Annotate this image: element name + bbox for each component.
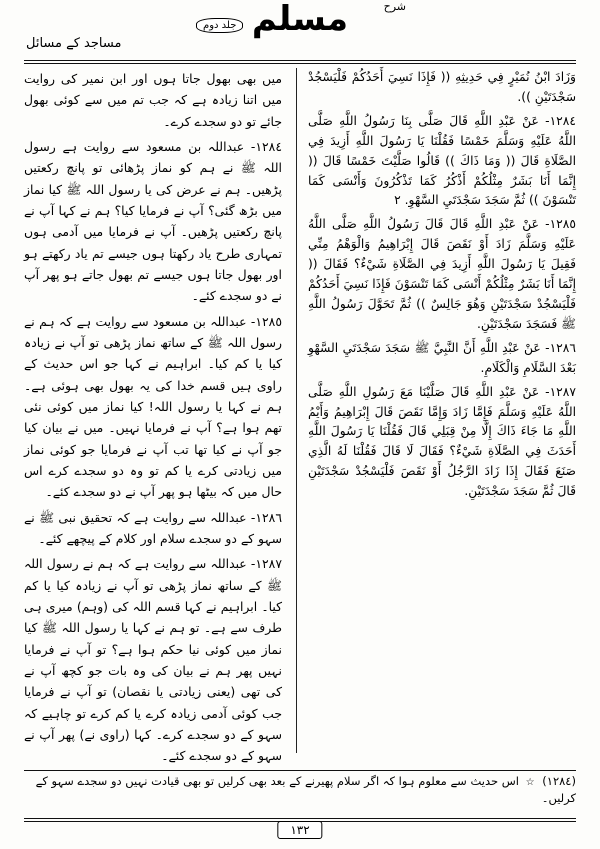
footnote-text: اس حدیث سے معلوم ہوا کہ اگر سلام پھیرنے کے بعد بھی کرلیں تو بھی قیادت نہیں دو سجدے سہو کے کرلیں۔: [35, 774, 576, 806]
arabic-paragraph: وَزَادَ ابْنُ نُمَيْرٍ فِي حَدِيثِهِ (( فَإِذَا نَسِيَ أَحَدُكُمْ فَلْيَسْجُدْ سَجْدَتَيْنِ )).: [308, 70, 576, 104]
arabic-column: [308, 68, 576, 753]
footnote-divider: [24, 770, 576, 771]
urdu-paragraph: ١٢٨٤- عبداللہ بن مسعود سے روایت ہے رسول اللہ ﷺ نے ہم کو نماز پڑھائی تو پانچ رکعتیں پڑھیں۔ ہم نے عرض کی یا رسول اللہ ﷺ کیا نماز میں بڑھ گئی؟ آپ نے فرمایا کیا؟ ہم نے کہا آپ نے پانچ رکعتیں پڑھیں۔ آپ نے فرمایا میں آدمی ہوں تمہاری طرح یاد رکھتا ہوں جیسے تم یاد رکھتے ہو اور بھول جاتا ہوں جیسے تم بھول جاتے ہو پھر آپ نے دو سجدے کئے۔: [24, 138, 282, 304]
header-divider-thick: [24, 60, 576, 61]
chapter-label: مساجد کے مسائل: [26, 36, 122, 51]
book-title-superscript: شرح: [383, 0, 406, 13]
header-divider-thin: [24, 63, 576, 64]
urdu-paragraph: ١٢٨٥- عبداللہ بن مسعود سے روایت ہے کہ ہم نے رسول اللہ ﷺ کے ساتھ نماز پڑھی تو آپ نے زیادہ کیا یا کم کیا۔ ابراہیم نے کہا جو اس حدیث کے راوی ہیں قسم خدا کی یہ بھول بھی ہوئی ہے۔ ہم نے کہا یا رسول اللہ! کیا نماز میں کوئی نئی تھم ہوا ہے؟ آپ نے فرمایا نہیں۔ میں نے بیان کیا جو آپ نے کیا تھا تب آپ نے فرمایا جو کوئی نماز میں زیادتی کرے یا کم تو وہ دو سجدے کرے اس حال میں کہ بیٹھا ہو پھر آپ نے دو سجدے کئے۔: [24, 313, 282, 500]
star-icon: ☆: [525, 777, 535, 788]
arabic-paragraph: ١٢٨٥- عَنْ عَبْدِ اللَّهِ قَالَ قَالَ رَسُولُ اللَّهِ صَلَّى اللَّهُ عَلَيْهِ وَسَلَّمَ زَادَ أَوْ نَقَصَ قَالَ إِبْرَاهِيمُ وَالْوَهْمُ مِنِّي فَقِيلَ يَا رَسُولَ اللَّهِ أَزِيدَ فِي الصَّلَاةِ شَيْءٌ؟ فَقَالَ (( إِنَّمَا أَنَا بَشَرٌ مِثْلُكُمْ أَنْسَى كَمَا تَنْسَوْنَ فَإِذَا نَسِيَ أَحَدُكُمْ فَلْيَسْجُدْ سَجْدَتَيْنِ وَهُوَ جَالِسٌ )) ثُمَّ تَحَوَّلَ رَسُولُ اللَّهِ ﷺ فَسَجَدَ سَجْدَتَيْنِ.: [308, 217, 576, 331]
book-title-block: [170, 0, 430, 39]
urdu-column: [24, 68, 282, 764]
urdu-paragraph: ١٢٨٧- عبداللہ سے روایت ہے کہ ہم نے رسول اللہ ﷺ کے ساتھ نماز پڑھی تو آپ نے زیادہ کیا یا کم کیا۔ ابراہیم نے کہا قسم اللہ کی (وہم) میری ہی طرف سے ہے۔ تو ہم نے کہا یا رسول اللہ ﷺ کیا نماز میں کوئی نیا حکم ہوا ہے؟ تو آپ نے فرمایا نہیں پھر ہم نے بیان کی وہ بات جو کچھ آپ نے کی تھی (یعنی زیادتی یا نقصان) تو آپ نے فرمایا جب کوئی آدمی زیادہ کرے یا کم کرے تو چاہیے کہ سہو کے دو سجدے کرے۔ کہا (راوی نے) پھر آپ نے سہو کے دو سجدے کئے۔: [24, 556, 282, 764]
footnote-number: (١٢٨٤): [542, 774, 576, 788]
footer-divider-thick: [24, 818, 576, 819]
arabic-paragraph: ١٢٨٧- عَنْ عَبْدِ اللَّهِ قَالَ صَلَّيْنَا مَعَ رَسُولِ اللَّهِ صَلَّى اللَّهُ عَلَيْهِ وَسَلَّمَ فَإِمَّا زَادَ وَإِمَّا نَقَصَ قَالَ إِبْرَاهِيمُ وَأَيْمُ اللَّهِ مَا جَاءَ ذَاكَ إِلَّا مِنْ قِبَلِي قَالَ فَقُلْنَا يَا رَسُولَ اللَّهِ أَحَدَثَ فِي الصَّلَاةِ شَيْءٌ؟ فَقَالَ لَا قَالَ فَقُلْنَا لَهُ الَّذِي صَنَعَ فَقَالَ إِذَا زَادَ الرَّجُلُ أَوْ نَقَصَ فَلْيَسْجُدْ سَجْدَتَيْنِ قَالَ ثُمَّ سَجَدَ سَجْدَتَيْنِ.: [308, 384, 576, 499]
body-area: [24, 68, 576, 764]
volume-badge: جلد دوم: [196, 18, 243, 33]
page-header: [0, 0, 600, 62]
footnote: [24, 773, 576, 807]
arabic-paragraph: ١٢٨٤- عَنْ عَبْدِ اللَّهِ قَالَ صَلَّى بِنَا رَسُولُ اللَّهِ صَلَّى اللَّهُ عَلَيْهِ وَسَلَّمَ خَمْسًا فَقُلْنَا يَا رَسُولَ اللَّهِ أَزِيدَ فِي الصَّلَاةِ قَالَ (( وَمَا ذَاكَ )) قَالُوا صَلَّيْتَ خَمْسًا قَالَ (( إِنَّمَا أَنَا بَشَرٌ مِثْلُكُمْ أَذْكُرُ كَمَا تَذْكُرُونَ وَأَنْسَى كَمَا تَنْسَوْنَ )) ثُمَّ سَجَدَ سَجْدَتَيِ السَّهْوِ. ٢: [308, 113, 576, 208]
column-divider: [296, 68, 297, 753]
page-number: ١٣٢: [277, 821, 322, 839]
arabic-paragraph: ١٢٨٦- عَنْ عَبْدِ اللَّهِ أَنَّ النَّبِيَّ ﷺ سَجَدَ سَجْدَتَيِ السَّهْوِ بَعْدَ السَّلَامِ وَالْكَلَامِ.: [308, 340, 576, 375]
urdu-paragraph: ١٢٨٦- عبداللہ سے روایت ہے کہ تحقیق نبی ﷺ نے سہو کے دو سجدے سلام اور کلام کے پیچھے کئے۔: [24, 509, 282, 546]
book-title: مسلم: [251, 0, 349, 39]
urdu-paragraph: میں بھی بھول جاتا ہوں اور ابن نمیر کی روایت میں اتنا زیادہ ہے کہ جب تم میں سے کوئی بھول جائے تو دو سجدے کرے۔: [24, 71, 282, 129]
